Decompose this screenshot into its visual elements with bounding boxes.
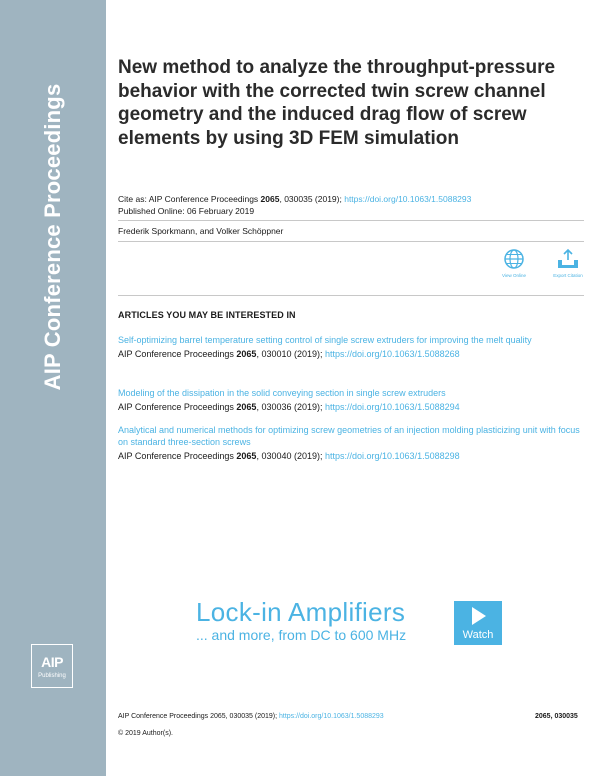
article-cite-prefix: AIP Conference Proceedings	[118, 451, 237, 461]
article-cite-rest: , 030010 (2019);	[256, 349, 325, 359]
advertisement[interactable]	[196, 598, 406, 643]
copyright: © 2019 Author(s).	[118, 730, 173, 737]
related-article-title[interactable]: Modeling of the dissipation in the solid conveying section in single screw extruders	[118, 388, 446, 398]
article-cite-rest: , 030040 (2019);	[256, 451, 325, 461]
footer-citation	[118, 713, 384, 720]
export-citation-icon	[556, 248, 580, 270]
related-articles-heading: ARTICLES YOU MAY BE INTERESTED IN	[118, 310, 296, 320]
paper-title: New method to analyze the throughput-pressure behavior with the corrected twin screw channel geometry and the induced drag flow of screw elements by using 3D FEM simulation	[118, 57, 556, 149]
aip-logo-mark: AIP	[41, 654, 63, 670]
related-article	[118, 387, 584, 413]
ad-subline: ... and more, from DC to 600 MHz	[196, 627, 407, 643]
aip-logo-sub: Publishing	[38, 673, 66, 679]
divider	[118, 220, 584, 221]
globe-icon	[503, 248, 525, 270]
article-cite-prefix: AIP Conference Proceedings	[118, 349, 237, 359]
article-cite-volume: 2065	[236, 451, 257, 461]
footer-doi-link[interactable]: https://doi.org/10.1063/1.5088293	[278, 713, 384, 720]
ad-headline: Lock-in Amplifiers	[196, 597, 406, 627]
sidebar	[0, 0, 106, 776]
article-cite-prefix: AIP Conference Proceedings	[118, 402, 237, 412]
play-icon	[468, 606, 488, 626]
view-online-button[interactable]	[496, 248, 532, 278]
ad-watch-button[interactable]	[454, 601, 502, 645]
divider	[118, 241, 584, 242]
related-article-title[interactable]: Analytical and numerical methods for optimizing screw geometries of an injection molding plasticizing unit with focus on standard three-section screws	[118, 425, 580, 447]
journal-title: AIP Conference Proceedings	[40, 83, 65, 391]
published-date: Published Online: 06 February 2019	[118, 206, 255, 216]
article-doi-link[interactable]: https://doi.org/10.1063/1.5088268	[325, 349, 460, 359]
article-doi-link[interactable]: https://doi.org/10.1063/1.5088294	[325, 402, 460, 412]
divider	[118, 295, 584, 296]
related-article-citation	[118, 401, 584, 413]
export-citation-label: Export Citation	[553, 273, 583, 278]
aip-publishing-logo[interactable]	[31, 644, 73, 688]
export-citation-button[interactable]	[550, 248, 586, 278]
cite-rest: , 030035 (2019);	[279, 194, 345, 204]
related-article-title[interactable]: Self-optimizing barrel temperature setting control of single screw extruders for improving the melt quality	[118, 335, 532, 345]
article-doi-link[interactable]: https://doi.org/10.1063/1.5088298	[325, 451, 460, 461]
footer-page-ref: 2065, 030035	[535, 713, 578, 720]
related-article	[118, 424, 584, 462]
cite-volume: 2065	[260, 194, 280, 204]
footer-citation-text: AIP Conference Proceedings 2065, 030035 (2019);	[118, 713, 279, 720]
cite-label: Cite as: AIP Conference Proceedings	[118, 194, 261, 204]
article-cite-volume: 2065	[236, 402, 257, 412]
article-cite-rest: , 030036 (2019);	[256, 402, 325, 412]
view-online-label: View Online	[502, 273, 526, 278]
cite-doi-link[interactable]: https://doi.org/10.1063/1.5088293	[344, 194, 472, 204]
cite-line	[118, 193, 471, 205]
related-article-citation	[118, 348, 584, 360]
citation-block	[118, 193, 471, 217]
related-article-citation	[118, 450, 584, 462]
related-article	[118, 334, 584, 360]
authors: Frederik Sporkmann, and Volker Schöppner	[118, 226, 284, 236]
ad-watch-label: Watch	[462, 629, 494, 641]
article-cite-volume: 2065	[236, 349, 257, 359]
